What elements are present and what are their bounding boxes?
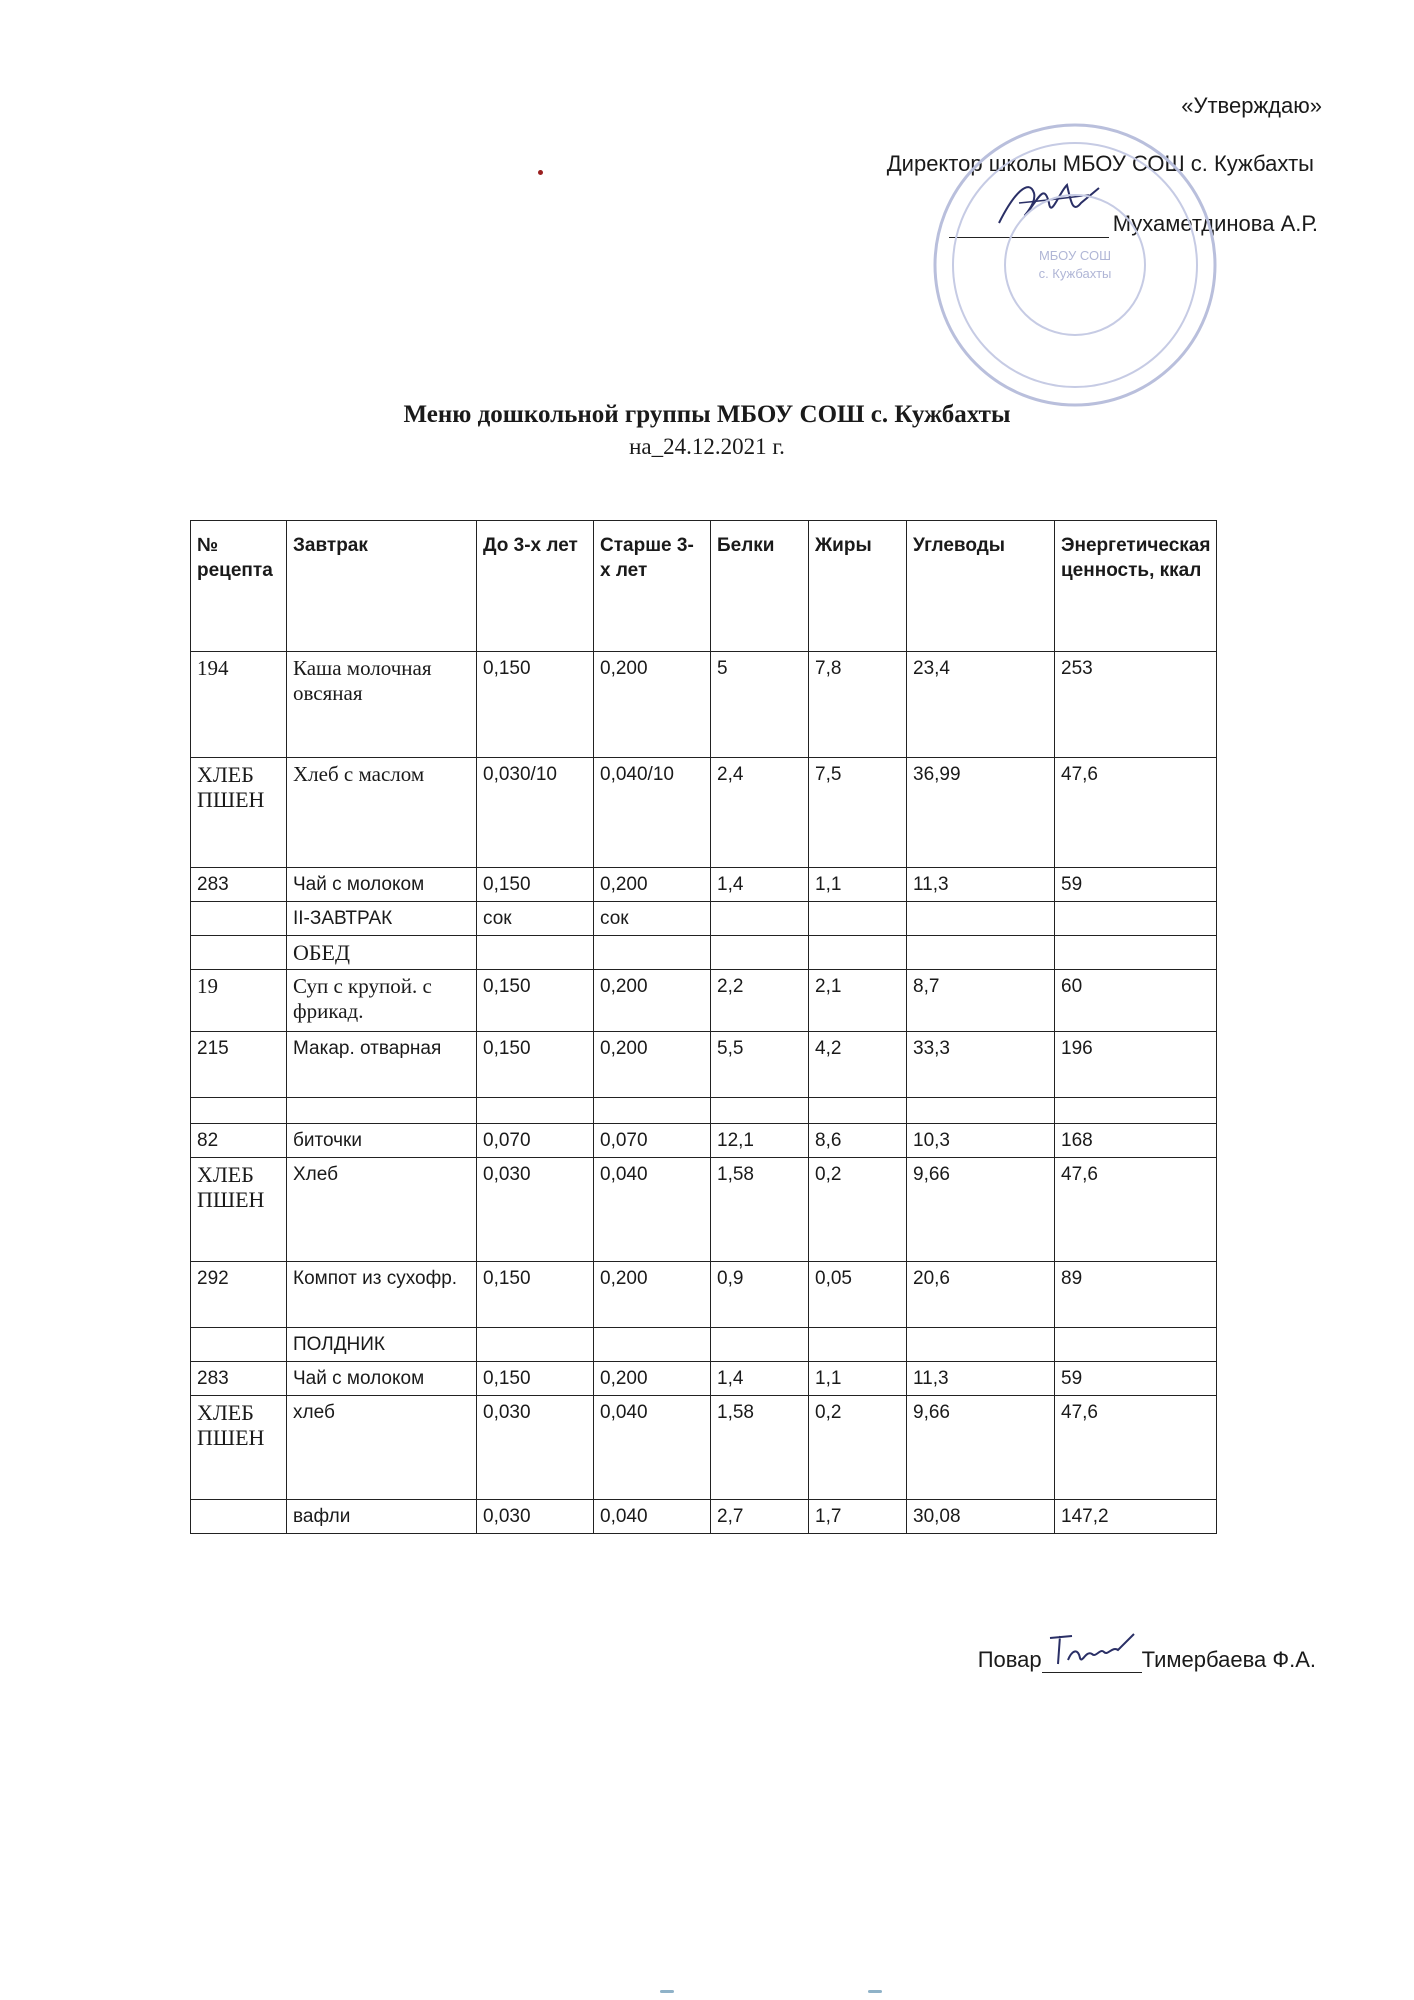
cell-protein: 1,58 xyxy=(711,1158,809,1262)
cook-signature-row xyxy=(978,1647,1316,1673)
cell-dish: Хлеб с маслом xyxy=(287,758,477,868)
cell-dish: Каша молочная овсяная xyxy=(287,652,477,758)
cell-age1: 0,030/10 xyxy=(477,758,594,868)
header-recipe-number: № рецепта xyxy=(191,521,287,652)
cell-fat xyxy=(809,936,907,970)
cell-carbs: 36,99 xyxy=(907,758,1055,868)
cell-section-second-breakfast: II-ЗАВТРАК xyxy=(287,902,477,936)
cell-age1: 0,030 xyxy=(477,1158,594,1262)
table-row xyxy=(191,868,1217,902)
cell-carbs: 20,6 xyxy=(907,1262,1055,1328)
cell-fat: 0,2 xyxy=(809,1158,907,1262)
cell-dish: Суп с крупой. с фрикад. xyxy=(287,970,477,1032)
cell-recipe xyxy=(191,902,287,936)
cell-age1: 0,150 xyxy=(477,868,594,902)
cell-carbs xyxy=(907,902,1055,936)
cell-fat: 2,1 xyxy=(809,970,907,1032)
cell-fat xyxy=(809,1328,907,1362)
cell-protein: 0,9 xyxy=(711,1262,809,1328)
cell-section-snack: ПОЛДНИК xyxy=(287,1328,477,1362)
cell-protein: 2,2 xyxy=(711,970,809,1032)
cell-age1: 0,150 xyxy=(477,1262,594,1328)
document-title: Меню дошкольной группы МБОУ СОШ с. Кужбахты xyxy=(403,401,1011,428)
cell-age2: 0,070 xyxy=(594,1124,711,1158)
cell-recipe: ХЛЕБ ПШЕН xyxy=(191,1396,287,1500)
cell-recipe: 82 xyxy=(191,1124,287,1158)
header-energy: Энергетическая ценность, ккал xyxy=(1055,521,1217,652)
cell-age1: 0,030 xyxy=(477,1396,594,1500)
cell-age2: 0,200 xyxy=(594,970,711,1032)
table-row xyxy=(191,936,1217,970)
scan-artifact xyxy=(868,1990,882,1993)
cell-dish: вафли xyxy=(287,1500,477,1534)
menu-table xyxy=(190,520,1217,1534)
cell-kcal: 196 xyxy=(1055,1032,1217,1098)
cell-kcal: 47,6 xyxy=(1055,758,1217,868)
cell-dish: хлеб xyxy=(287,1396,477,1500)
cell-age1 xyxy=(477,936,594,970)
cell-recipe: 292 xyxy=(191,1262,287,1328)
table-row xyxy=(191,652,1217,758)
cell-dish: Компот из сухофр. xyxy=(287,1262,477,1328)
table-row xyxy=(191,1158,1217,1262)
cell-fat: 7,8 xyxy=(809,652,907,758)
header-protein: Белки xyxy=(711,521,809,652)
header-under-3: До 3-х лет xyxy=(477,521,594,652)
cell-protein: 2,4 xyxy=(711,758,809,868)
cell-recipe: 194 xyxy=(191,652,287,758)
cell-recipe: 215 xyxy=(191,1032,287,1098)
cell-protein: 1,4 xyxy=(711,868,809,902)
cell-fat xyxy=(809,1098,907,1124)
header-carbs: Углеводы xyxy=(907,521,1055,652)
svg-text:с. Кужбахты: с. Кужбахты xyxy=(1038,266,1112,281)
cell-fat xyxy=(809,902,907,936)
cell-kcal xyxy=(1055,936,1217,970)
cell-age1 xyxy=(477,1328,594,1362)
cell-protein: 1,4 xyxy=(711,1362,809,1396)
cell-age2: 0,040/10 xyxy=(594,758,711,868)
cell-age1: 0,150 xyxy=(477,652,594,758)
approval-director: Директор школы МБОУ СОШ с. Кужбахты xyxy=(886,151,1314,176)
cell-age1: 0,150 xyxy=(477,1032,594,1098)
cell-recipe: 19 xyxy=(191,970,287,1032)
cell-carbs xyxy=(907,936,1055,970)
table-header-row xyxy=(191,521,1217,652)
cell-protein xyxy=(711,1098,809,1124)
table-row xyxy=(191,1124,1217,1158)
cell-age2: 0,200 xyxy=(594,868,711,902)
cell-recipe: ХЛЕБ ПШЕН xyxy=(191,758,287,868)
cell-kcal xyxy=(1055,1328,1217,1362)
cook-signature-line xyxy=(1042,1652,1142,1673)
cell-age2 xyxy=(594,1328,711,1362)
cell-carbs: 33,3 xyxy=(907,1032,1055,1098)
cell-kcal: 60 xyxy=(1055,970,1217,1032)
cell-age2: 0,040 xyxy=(594,1500,711,1534)
cell-protein xyxy=(711,1328,809,1362)
cook-label: Повар xyxy=(977,1647,1042,1672)
cell-kcal: 168 xyxy=(1055,1124,1217,1158)
cell-recipe: 283 xyxy=(191,1362,287,1396)
cell-fat: 8,6 xyxy=(809,1124,907,1158)
cell-age2: 0,040 xyxy=(594,1396,711,1500)
cook-name: Тимербаева Ф.А. xyxy=(1141,1647,1316,1672)
cell-carbs: 9,66 xyxy=(907,1396,1055,1500)
cell-kcal: 59 xyxy=(1055,1362,1217,1396)
cell-age1: 0,150 xyxy=(477,1362,594,1396)
table-row xyxy=(191,1032,1217,1098)
cell-kcal: 47,6 xyxy=(1055,1396,1217,1500)
scan-artifact xyxy=(660,1990,674,1993)
director-signature-icon xyxy=(989,173,1109,233)
cell-protein: 5 xyxy=(711,652,809,758)
cell-age2: 0,040 xyxy=(594,1158,711,1262)
cell-dish xyxy=(287,1098,477,1124)
cell-kcal xyxy=(1055,1098,1217,1124)
table-row xyxy=(191,970,1217,1032)
cell-kcal: 147,2 xyxy=(1055,1500,1217,1534)
cell-fat: 1,1 xyxy=(809,868,907,902)
cell-fat: 4,2 xyxy=(809,1032,907,1098)
cell-protein xyxy=(711,936,809,970)
table-row xyxy=(191,1328,1217,1362)
ink-dot xyxy=(538,170,543,175)
cell-dish: биточки xyxy=(287,1124,477,1158)
cell-carbs: 8,7 xyxy=(907,970,1055,1032)
cell-carbs xyxy=(907,1328,1055,1362)
cell-kcal xyxy=(1055,902,1217,936)
cell-dish: Макар. отварная xyxy=(287,1032,477,1098)
cell-age1: 0,150 xyxy=(477,970,594,1032)
document-date: на_24.12.2021 г. xyxy=(629,434,785,459)
cell-recipe xyxy=(191,1500,287,1534)
cell-age1: 0,030 xyxy=(477,1500,594,1534)
table-row xyxy=(191,758,1217,868)
header-fat: Жиры xyxy=(809,521,907,652)
cell-recipe xyxy=(191,1328,287,1362)
cell-protein: 5,5 xyxy=(711,1032,809,1098)
table-row xyxy=(191,1262,1217,1328)
cell-age2: 0,200 xyxy=(594,1262,711,1328)
cell-age2: 0,200 xyxy=(594,1032,711,1098)
cell-carbs: 30,08 xyxy=(907,1500,1055,1534)
director-signature-line xyxy=(949,217,1109,238)
cell-recipe xyxy=(191,1098,287,1124)
cell-age2: 0,200 xyxy=(594,1362,711,1396)
cell-age2 xyxy=(594,1098,711,1124)
cook-signature-icon xyxy=(1042,1630,1142,1670)
cell-carbs: 10,3 xyxy=(907,1124,1055,1158)
cell-carbs: 11,3 xyxy=(907,1362,1055,1396)
cell-recipe xyxy=(191,936,287,970)
cell-kcal: 253 xyxy=(1055,652,1217,758)
cell-fat: 1,1 xyxy=(809,1362,907,1396)
cell-protein xyxy=(711,902,809,936)
cell-carbs: 23,4 xyxy=(907,652,1055,758)
cell-fat: 7,5 xyxy=(809,758,907,868)
cell-section-lunch: ОБЕД xyxy=(287,936,477,970)
director-name: Мухаметдинова А.Р. xyxy=(1112,211,1318,236)
cell-recipe: ХЛЕБ ПШЕН xyxy=(191,1158,287,1262)
cell-age2: 0,200 xyxy=(594,652,711,758)
cell-fat: 1,7 xyxy=(809,1500,907,1534)
cell-carbs xyxy=(907,1098,1055,1124)
cell-age2 xyxy=(594,936,711,970)
cell-fat: 0,2 xyxy=(809,1396,907,1500)
title-block xyxy=(0,400,1414,462)
header-over-3: Старше 3-х лет xyxy=(594,521,711,652)
header-breakfast: Завтрак xyxy=(287,521,477,652)
cell-protein: 2,7 xyxy=(711,1500,809,1534)
cell-dish: Хлеб xyxy=(287,1158,477,1262)
table-row-empty xyxy=(191,1098,1217,1124)
cell-carbs: 9,66 xyxy=(907,1158,1055,1262)
cell-age1: сок xyxy=(477,902,594,936)
table-row xyxy=(191,1500,1217,1534)
cell-recipe: 283 xyxy=(191,868,287,902)
cell-dish: Чай с молоком xyxy=(287,1362,477,1396)
approval-title: «Утверждаю» xyxy=(1181,93,1322,118)
svg-text:МБОУ СОШ: МБОУ СОШ xyxy=(1038,248,1112,263)
cell-age2: сок xyxy=(594,902,711,936)
cell-fat: 0,05 xyxy=(809,1262,907,1328)
table-row xyxy=(191,1396,1217,1500)
cell-kcal: 47,6 xyxy=(1055,1158,1217,1262)
cell-kcal: 89 xyxy=(1055,1262,1217,1328)
cell-age1: 0,070 xyxy=(477,1124,594,1158)
approval-signature-row xyxy=(949,210,1318,238)
cell-dish: Чай с молоком xyxy=(287,868,477,902)
cell-protein: 12,1 xyxy=(711,1124,809,1158)
cell-kcal: 59 xyxy=(1055,868,1217,902)
cell-protein: 1,58 xyxy=(711,1396,809,1500)
table-row xyxy=(191,1362,1217,1396)
cell-age1 xyxy=(477,1098,594,1124)
cell-carbs: 11,3 xyxy=(907,868,1055,902)
table-row xyxy=(191,902,1217,936)
